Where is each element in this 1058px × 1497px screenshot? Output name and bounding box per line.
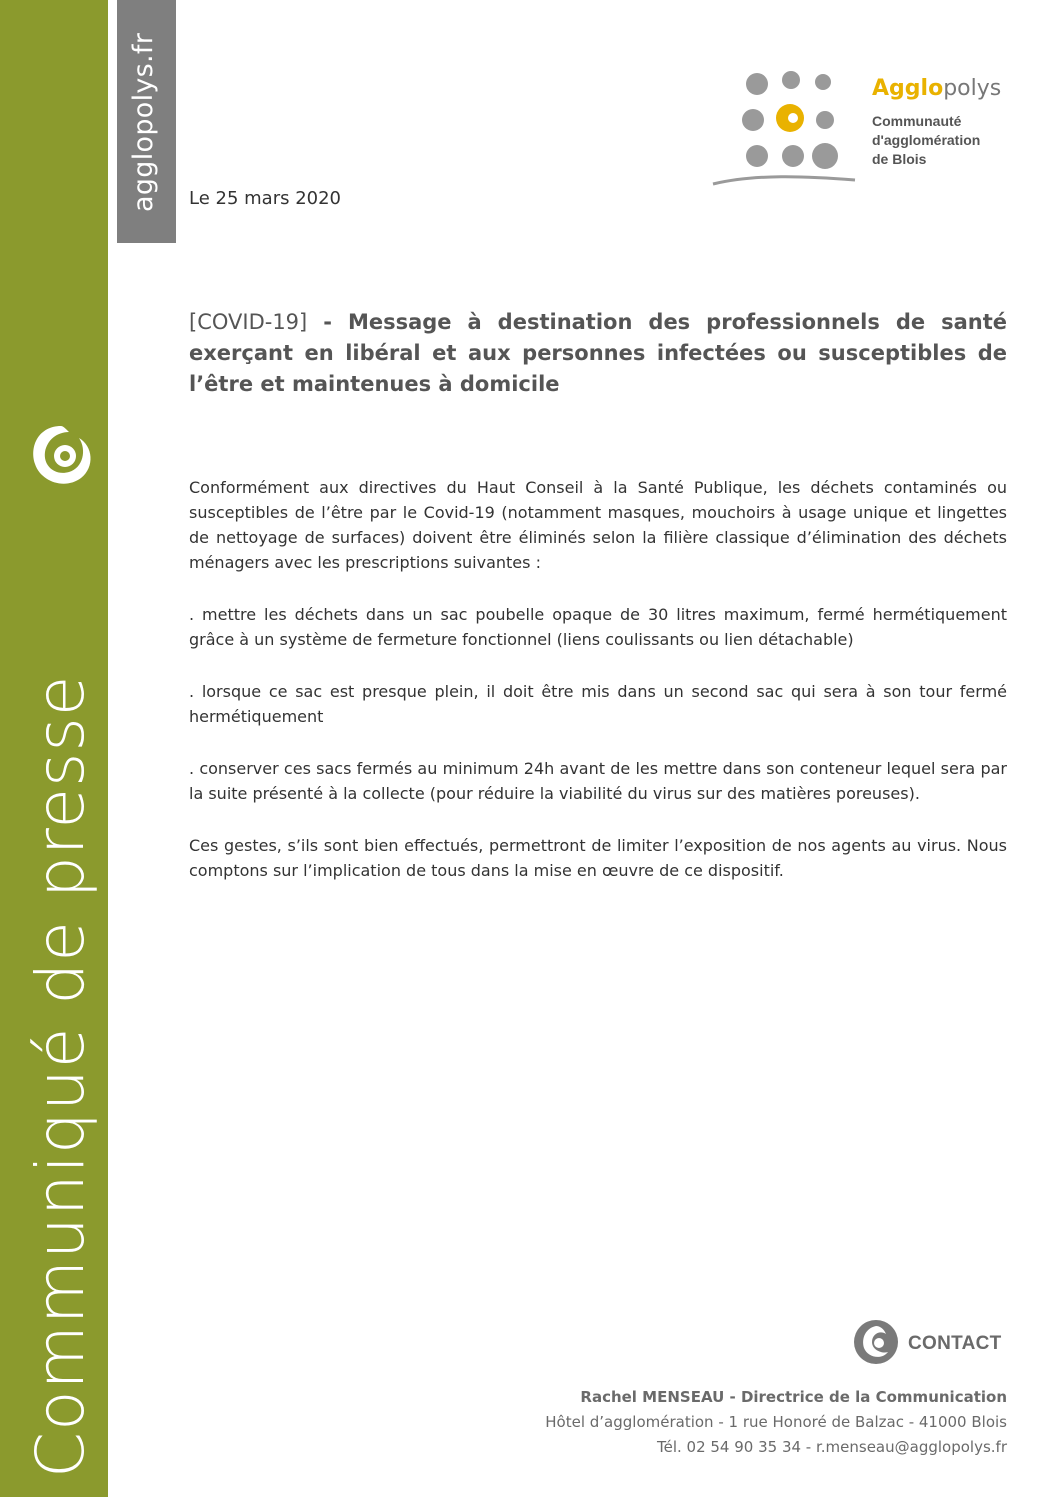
paragraph: . mettre les déchets dans un sac poubelle opaque de 30 litres maximum, fermé hermétiquement grâce à un système de fermeture fonctionnel (liens coulissants ou lien détachable) xyxy=(189,605,1007,649)
vertical-title: Communiqué de presse xyxy=(22,674,99,1478)
brand-name: Agglopolys xyxy=(872,76,1002,101)
body-text xyxy=(189,475,1007,910)
contact-label: CONTACT xyxy=(908,1333,1002,1354)
contact-name: Rachel MENSEAU - Directrice de la Communication xyxy=(580,1388,1007,1406)
brand-subtitle: Communauté d'agglomération de Blois xyxy=(872,113,981,167)
contact-phone-email[interactable]: Tél. 02 54 90 35 34 - r.menseau@agglopolys.fr xyxy=(656,1438,1007,1456)
press-date: Le 25 mars 2020 xyxy=(189,188,342,209)
contact-address: Hôtel d’agglomération - 1 rue Honoré de Balzac - 41000 Blois xyxy=(545,1413,1007,1431)
headline: [COVID-19] - Message à destination des professionnels de santé exerçant en libéral et aux personnes infectées ou susceptibles de l’être et maintenues à domicile xyxy=(189,310,1007,396)
contact-info xyxy=(545,1385,1007,1460)
paragraph: . lorsque ce sac est presque plein, il doit être mis dans un second sac qui sera à son tour fermé hermétiquement xyxy=(189,682,1007,726)
contact-swirl-icon xyxy=(852,1318,900,1366)
paragraph: Conformément aux directives du Haut Conseil à la Santé Publique, les déchets contaminés ou susceptibles de l’être par le Covid-19 (notamment masques, mouchoirs à usage unique et lingettes de nettoyage de surfaces) doivent être éliminés selon la filière classique d’élimination des déchets ménagers avec les prescriptions suivantes : xyxy=(189,478,1007,572)
paragraph: Ces gestes, s’ils sont bien effectués, permettront de limiter l’exposition de nos agents au virus. Nous comptons sur l’implication de tous dans la mise en œuvre de ce dispositif. xyxy=(189,836,1007,880)
swirl-icon xyxy=(25,420,97,492)
site-url: agglopolys.fr xyxy=(128,32,159,212)
paragraph: . conserver ces sacs fermés au minimum 24h avant de les mettre dans son conteneur lequel sera par la suite présenté à la collecte (pour réduire la viabilité du virus sur des matières poreuses). xyxy=(189,759,1007,803)
